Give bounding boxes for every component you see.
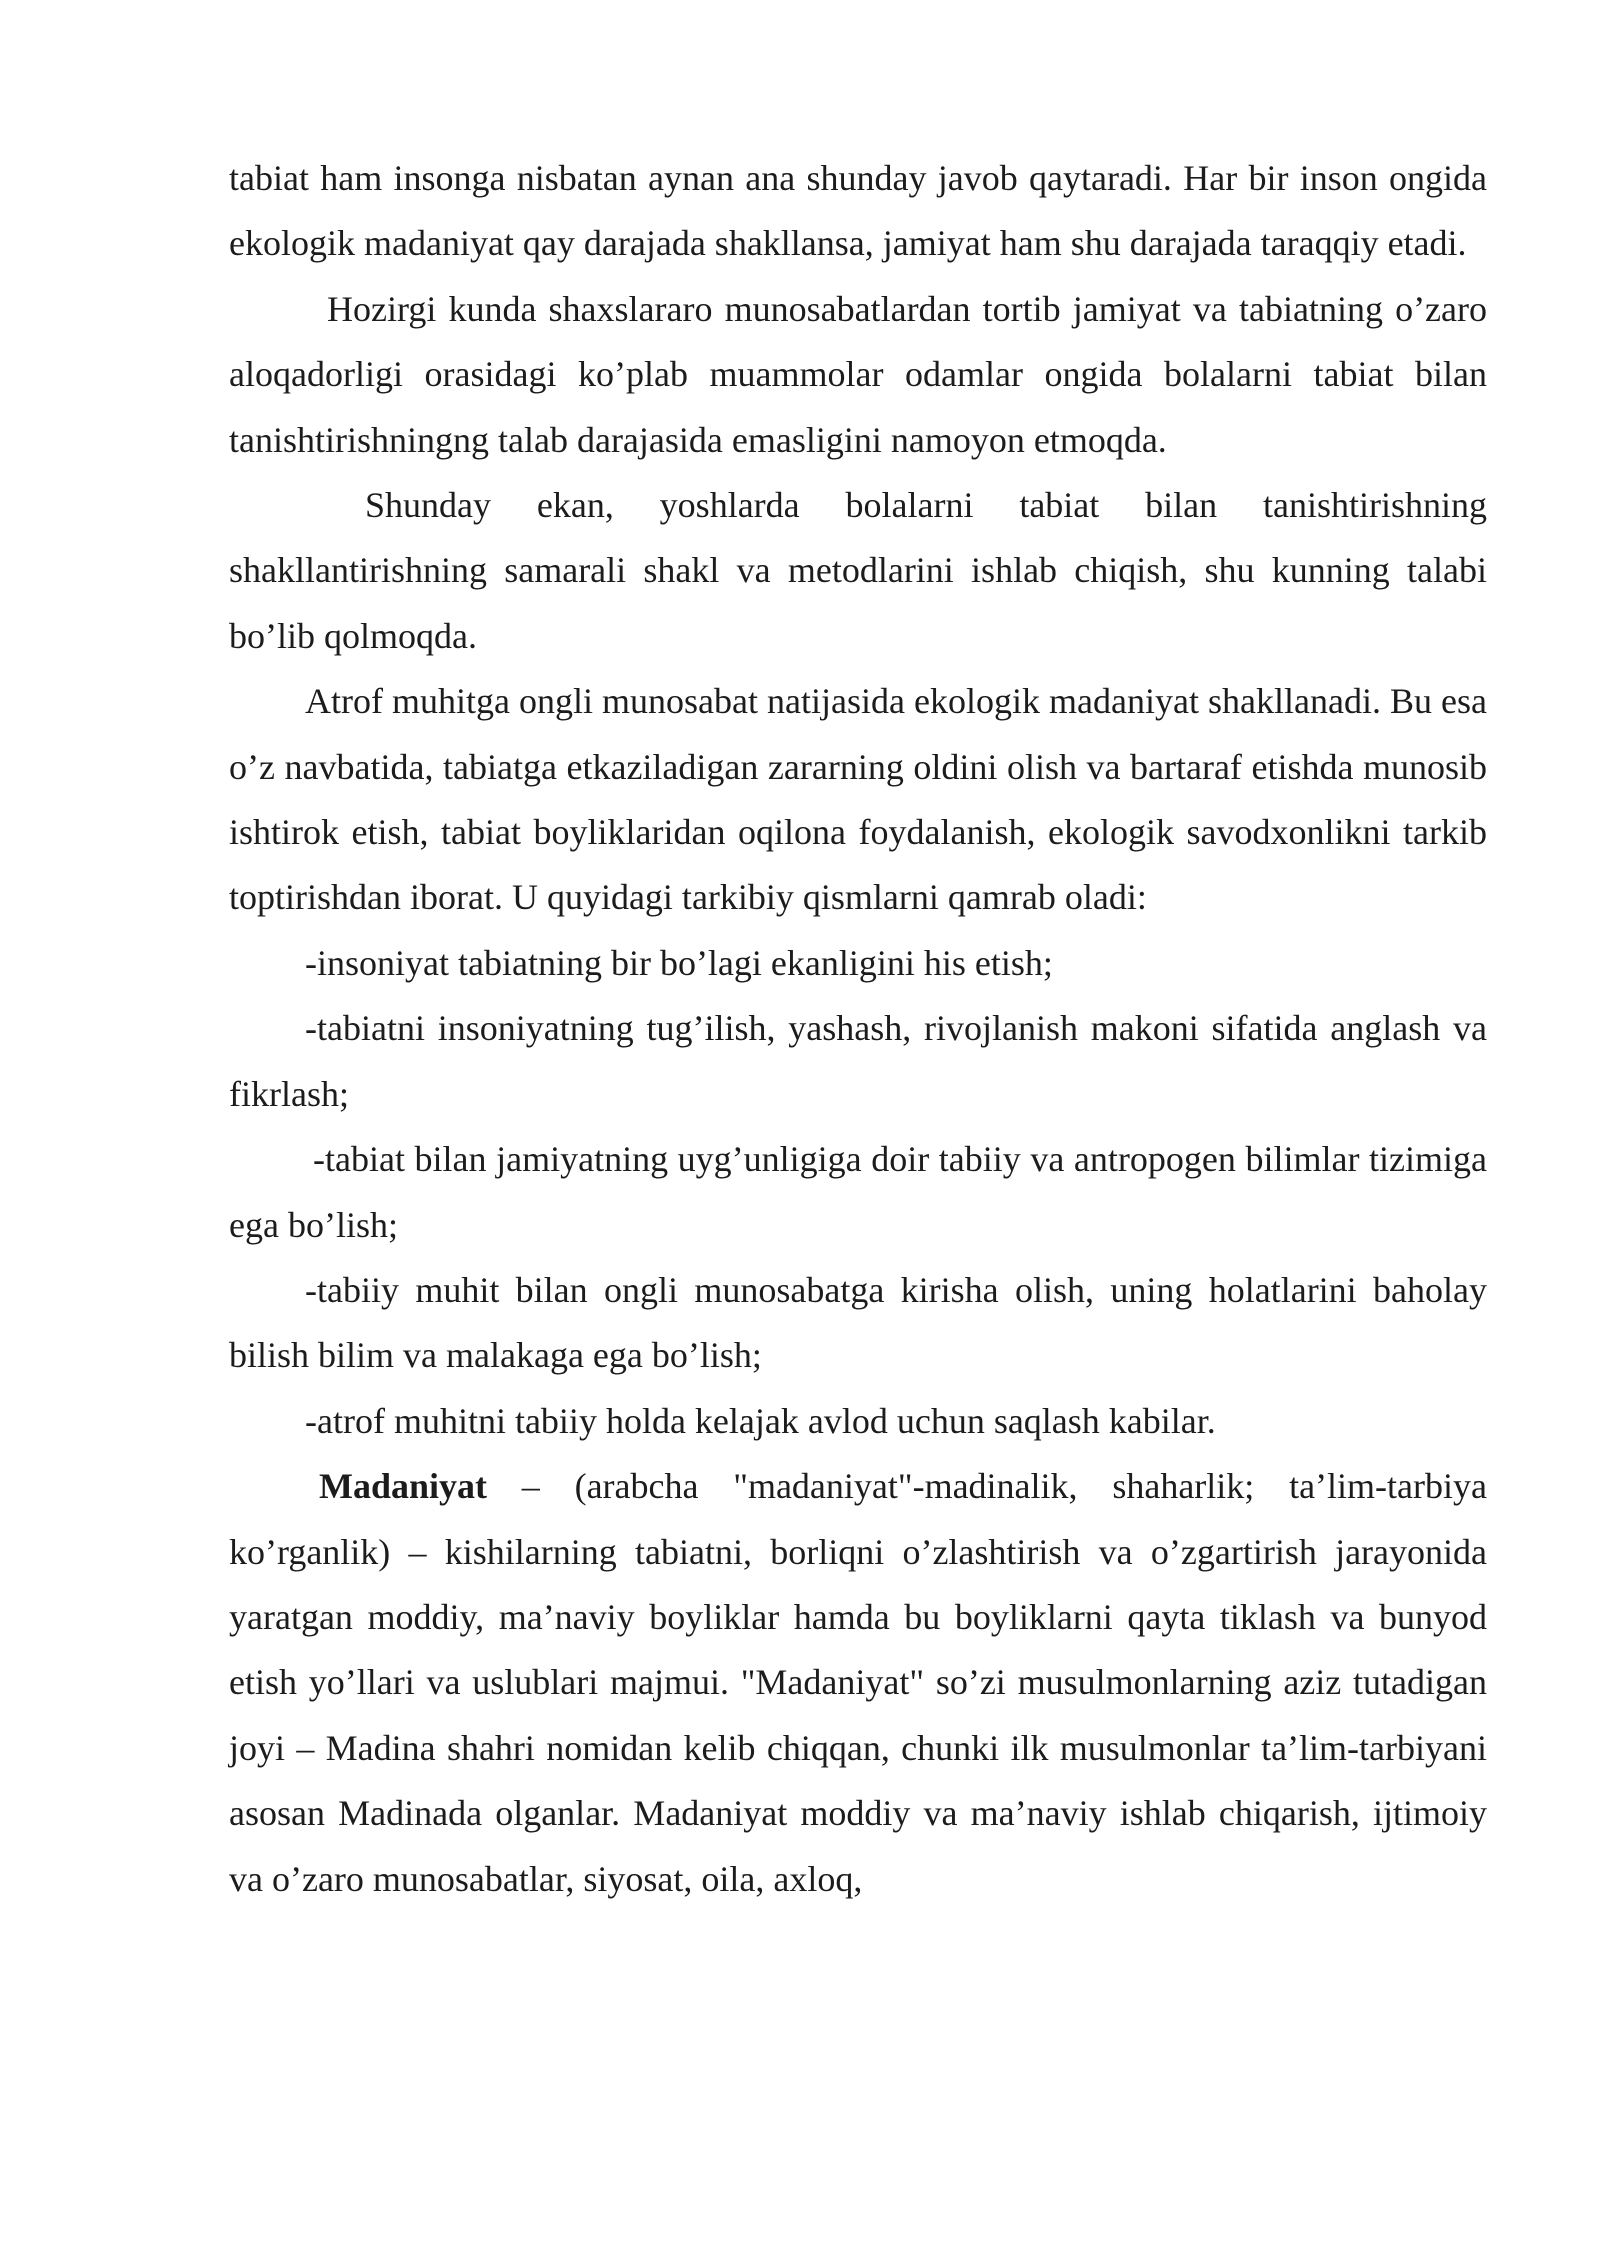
list-item: -atrof muhitni tabiiy holda kelajak avlod uchun saqlash kabilar. <box>305 1400 1216 1441</box>
list-item: -tabiat bilan jamiyatning uyg’unligiga doir tabiiy va antropogen bilimlar tizimiga ega bo’lish; <box>229 1139 1487 1245</box>
paragraph-ecological-culture: Atrof muhitga ongli munosabat natijasida ekologik madaniyat shakllanadi. Bu esa o’z navbatida, tabiatga etkaziladigan zararning oldini olish va bartaraf etishda munosib ishtirok etish, tabiat boyliklaridan oqilona foydalanish, ekologik savodxonlikni tarkib toptirishdan iborat. U quyidagi tarkibiy qismlarni qamrab oladi: <box>229 681 1487 918</box>
paragraph-current-problems: Hozirgi kunda shaxslararo munosabatlardan tortib jamiyat va tabiatning o’zaro aloqadorligi orasidagi ko’plab muammolar odamlar ongida bolalarni tabiat bilan tanishtirishningng talab darajasida emasligini namoyon etmoqda. <box>229 288 1487 460</box>
definition-term: Madaniyat <box>319 1466 488 1507</box>
list-item: -tabiiy muhit bilan ongli munosabatga kirisha olish, uning holatlarini baholay bilish bilim va malakaga ega bo’lish; <box>229 1269 1487 1376</box>
paragraph-methods: Shunday ekan, yoshlarda bolalarni tabiat bilan tanishtirishning shakllantirishning samarali shakl va metodlarini ishlab chiqish, shu kunning talabi bo’lib qolmoqda. <box>229 485 1487 656</box>
list-item: -insoniyat tabiatning bir bo’lagi ekanligini his etish; <box>305 942 1053 983</box>
paragraph-continuation: tabiat ham insonga nisbatan aynan ana shunday javob qaytaradi. Har bir inson ongida ekologik madaniyat qay darajada shakllansa, jamiyat ham shu darajada taraqqiy etadi. <box>229 158 1487 264</box>
list-item: -tabiatni insoniyatning tug’ilish, yashash, rivojlanish makoni sifatida anglash va fikrlash; <box>229 1008 1487 1114</box>
paragraph-definition <box>229 1454 1487 1912</box>
document-page <box>229 146 1487 1912</box>
definition-text: – (arabcha "madaniyat"-madinalik, shaharlik; ta’lim-tarbiya ko’rganlik) – kishilarning tabiatni, borliqni o’zlashtirish va o’zgartirish jarayonida yaratgan moddiy, ma’naviy boyliklar hamda bu boyliklarni qayta tiklash va bunyod etish yo’llari va uslublari majmui. "Madaniyat" so’zi musulmonlarning aziz tutadigan joyi – Madina shahri nomidan kelib chiqqan, chunki ilk musulmonlar ta’lim-tarbiyani asosan Madinada olganlar. Madaniyat moddiy va ma’naviy ishlab chiqarish, ijtimoiy va o’zaro munosabatlar, siyosat, oila, axloq, <box>229 1466 1487 1899</box>
